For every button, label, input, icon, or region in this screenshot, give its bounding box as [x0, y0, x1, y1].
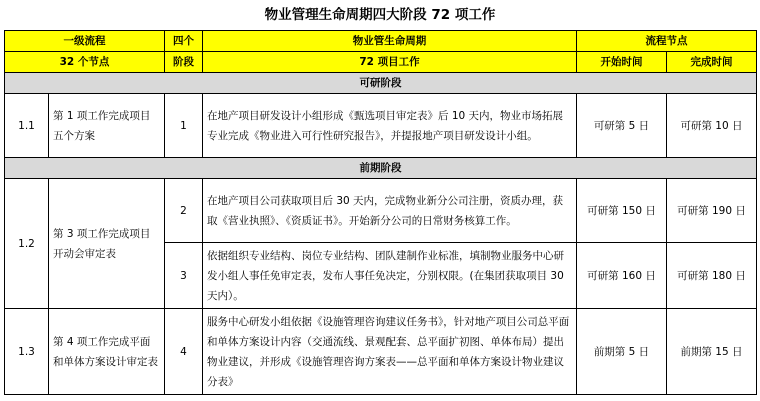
header-lifecycle: 物业管生命周期: [203, 31, 577, 52]
header-level1-flow: 一级流程: [5, 31, 165, 52]
row-id: 1.1: [5, 94, 49, 158]
row-end: 可研第 10 日: [667, 94, 757, 158]
row-start: 前期第 5 日: [577, 309, 667, 395]
row-work: 依据组织专业结构、岗位专业结构、团队建制作业标准，填制物业服务中心研发小组人事任免审定表，发布人事任免决定，分别权限。(在集团获取项目 30 天内）。: [203, 243, 577, 309]
row-start: 可研第 150 日: [577, 179, 667, 243]
row-end: 前期第 15 日: [667, 309, 757, 395]
phase-row-early: 前期阶段: [5, 158, 757, 179]
header-72-items: 72 项目工作: [203, 52, 577, 73]
header-end-time: 完成时间: [667, 52, 757, 73]
row-id: 1.2: [5, 179, 49, 309]
row-work: 服务中心研发小组依据《设施管理咨询建议任务书》，针对地产项目公司总平面和单体方案设计内容（交通流线、景观配套、总平面扩初图、单体布局）提出物业建议，并形成《设施管理咨询方案表——总平面和单体方案设计物业建议分表》: [203, 309, 577, 395]
row-num: 3: [165, 243, 203, 309]
phase-row-feasibility: 可研阶段: [5, 73, 757, 94]
row-num: 1: [165, 94, 203, 158]
row-id: 1.3: [5, 309, 49, 395]
row-work: 在地产项目研发设计小组形成《甄选项目审定表》后 10 天内，物业市场拓展专业完成《物业进入可行性研究报告》，并提报地产项目研发设计小组。: [203, 94, 577, 158]
header-four-stages-line1: 四个: [165, 31, 203, 52]
header-32-nodes: 32 个节点: [5, 52, 165, 73]
row-node: 第 4 项工作完成平面和单体方案设计审定表: [49, 309, 165, 395]
row-num: 4: [165, 309, 203, 395]
row-end: 可研第 190 日: [667, 179, 757, 243]
workflow-table: [4, 30, 757, 395]
document-title: 物业管理生命周期四大阶段 72 项工作: [264, 7, 496, 23]
row-start: 可研第 5 日: [577, 94, 667, 158]
row-num: 2: [165, 179, 203, 243]
row-node: 第 3 项工作完成项目开动会审定表: [49, 179, 165, 309]
header-start-time: 开始时间: [577, 52, 667, 73]
row-work: 在地产项目公司获取项目后 30 天内，完成物业新分公司注册，资质办理，获取《营业执照》、《资质证书》。开始新分公司的日常财务核算工作。: [203, 179, 577, 243]
header-four-stages-line2: 阶段: [165, 52, 203, 73]
row-end: 可研第 180 日: [667, 243, 757, 309]
row-start: 可研第 160 日: [577, 243, 667, 309]
row-node: 第 1 项工作完成项目五个方案: [49, 94, 165, 158]
header-process-nodes: 流程节点: [577, 31, 757, 52]
